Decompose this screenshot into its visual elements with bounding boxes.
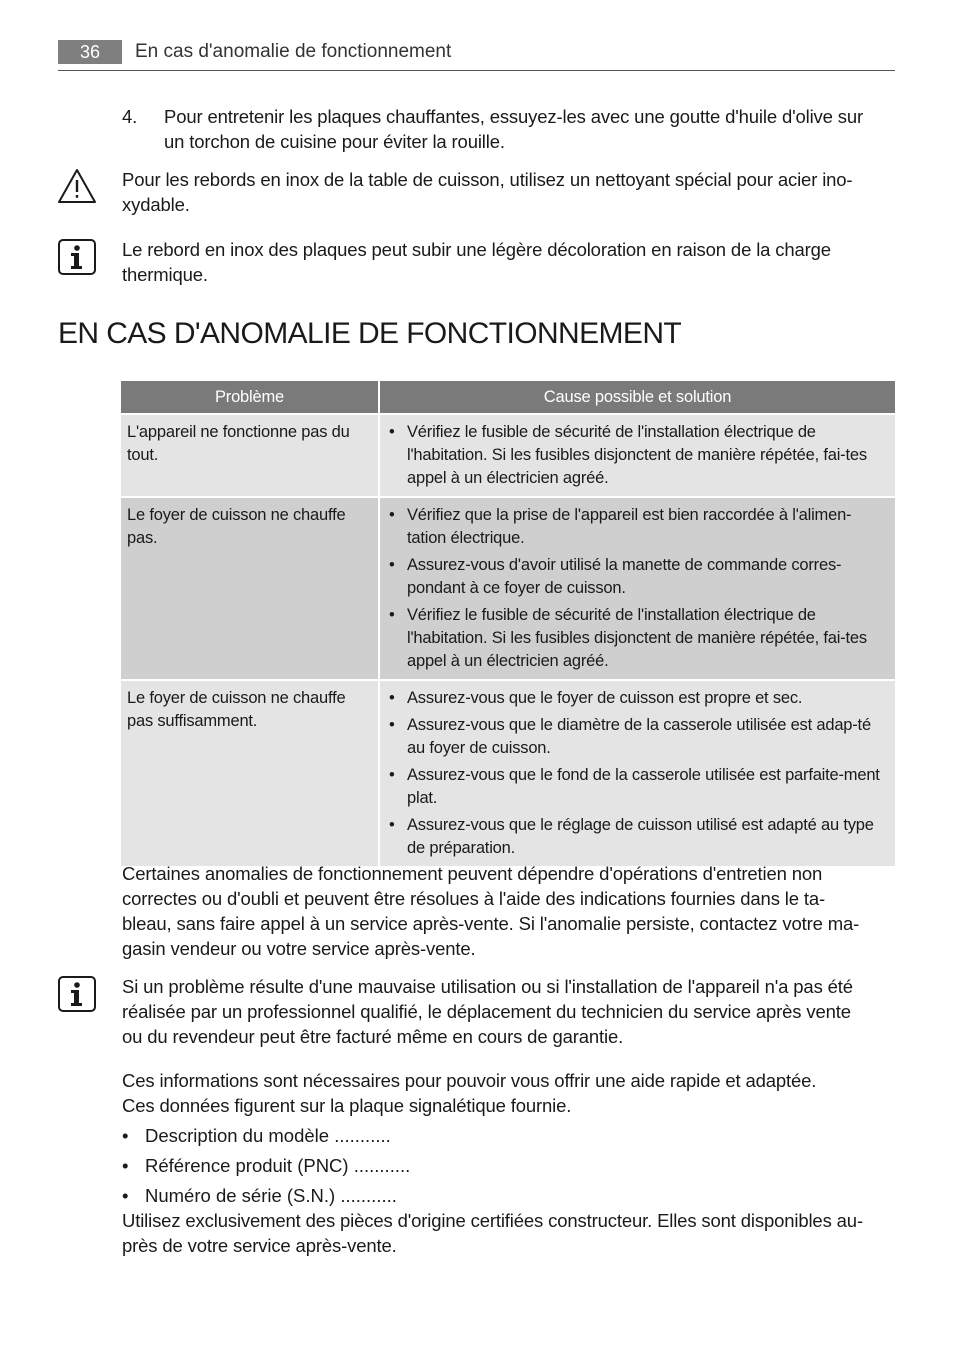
header-rule [58, 70, 895, 71]
table-row [121, 497, 895, 680]
info-note-line: réalisée par un professionnel qualifié, le déplacement du technicien du service après vente [122, 1001, 851, 1022]
problem-cell: Le foyer de cuisson ne chauffe pas. [121, 497, 379, 680]
step-text-line-1: Pour entretenir les plaques chauffantes, essuyez-les avec une goutte d'huile d'olive sur [164, 106, 864, 127]
info-note-line: Si un problème résulte d'une mauvaise utilisation ou si l'installation de l'appareil n'a pas été [122, 976, 853, 997]
table-header-row [121, 381, 895, 414]
section-heading: EN CAS D'ANOMALIE DE FONCTIONNEMENT [58, 317, 682, 350]
problem-cell: L'appareil ne fonctionne pas du tout. [121, 414, 379, 497]
warning-triangle-icon [57, 168, 97, 209]
info-icon [58, 239, 96, 280]
bullet-icon: • [122, 1125, 129, 1146]
paragraph-line: correctes ou d'oubli et peuvent être résolues à l'aide des indications fournies dans le ta- [122, 888, 826, 909]
solution-item: • Vérifiez le fusible de sécurité de l'installation électrique de l'habitation. Si les fusibles disjonctent de manière répétée, fai-tes appel à un électricien agréé. [386, 604, 887, 673]
paragraph-line: Certaines anomalies de fonctionnement peuvent dépendre d'opérations d'entretien non [122, 863, 823, 884]
service-info-line: Ces données figurent sur la plaque signalétique fournie. [122, 1095, 572, 1116]
column-header-solution: Cause possible et solution [379, 381, 895, 414]
solution-item: • Assurez-vous que le réglage de cuisson utilisé est adapté au type de préparation. [386, 814, 887, 860]
problem-cell: Le foyer de cuisson ne chauffe pas suffisamment. [121, 680, 379, 866]
troubleshooting-table [121, 381, 895, 866]
column-header-problem: Problème [121, 381, 379, 414]
step-number: 4. [122, 106, 138, 127]
table-row [121, 680, 895, 866]
info-text-line-2: thermique. [122, 264, 208, 285]
solution-item: • Vérifiez le fusible de sécurité de l'installation électrique de l'habitation. Si les fusibles disjonctent de manière répétée, fai-tes appel à un électricien agréé. [386, 421, 887, 490]
solution-item: • Assurez-vous que le fond de la casserole utilisée est parfaite-ment plat. [386, 764, 887, 810]
solution-cell [379, 497, 895, 680]
solution-item: • Assurez-vous d'avoir utilisé la manette de commande corres-pondant à ce foyer de cuisson. [386, 554, 887, 600]
warning-text-line-2: xydable. [122, 194, 190, 215]
page-number: 36 [58, 40, 122, 64]
info-text-line-1: Le rebord en inox des plaques peut subir une légère décoloration en raison de la charge [122, 239, 831, 260]
solution-item: • Assurez-vous que le foyer de cuisson est propre et sec. [386, 687, 887, 710]
bullet-icon: • [122, 1185, 129, 1206]
closing-line: Utilisez exclusivement des pièces d'origine certifiées constructeur. Elles sont disponibles au- [122, 1210, 863, 1231]
info-icon [58, 976, 96, 1017]
paragraph-line: gasin vendeur ou votre service après-vente. [122, 938, 476, 959]
closing-line: près de votre service après-vente. [122, 1235, 397, 1256]
paragraph-line: bleau, sans faire appel à un service après-vente. Si l'anomalie persiste, contactez votre ma- [122, 913, 860, 934]
solution-cell [379, 414, 895, 497]
info-note-line: ou du revendeur peut être facturé même en cours de garantie. [122, 1026, 624, 1047]
running-header-title: En cas d'anomalie de fonctionnement [135, 41, 452, 62]
solution-item: • Assurez-vous que le diamètre de la casserole utilisée est adap-té au foyer de cuisson. [386, 714, 887, 760]
bullet-icon: • [122, 1155, 129, 1176]
table-row [121, 414, 895, 497]
warning-text-line-1: Pour les rebords en inox de la table de cuisson, utilisez un nettoyant spécial pour acier ino- [122, 169, 853, 190]
step-text-line-2: un torchon de cuisine pour éviter la rouille. [164, 131, 505, 152]
solution-cell [379, 680, 895, 866]
service-info-line: Ces informations sont nécessaires pour pouvoir vous offrir une aide rapide et adaptée. [122, 1070, 817, 1091]
solution-item: • Vérifiez que la prise de l'appareil est bien raccordée à l'alimen-tation électrique. [386, 504, 887, 550]
